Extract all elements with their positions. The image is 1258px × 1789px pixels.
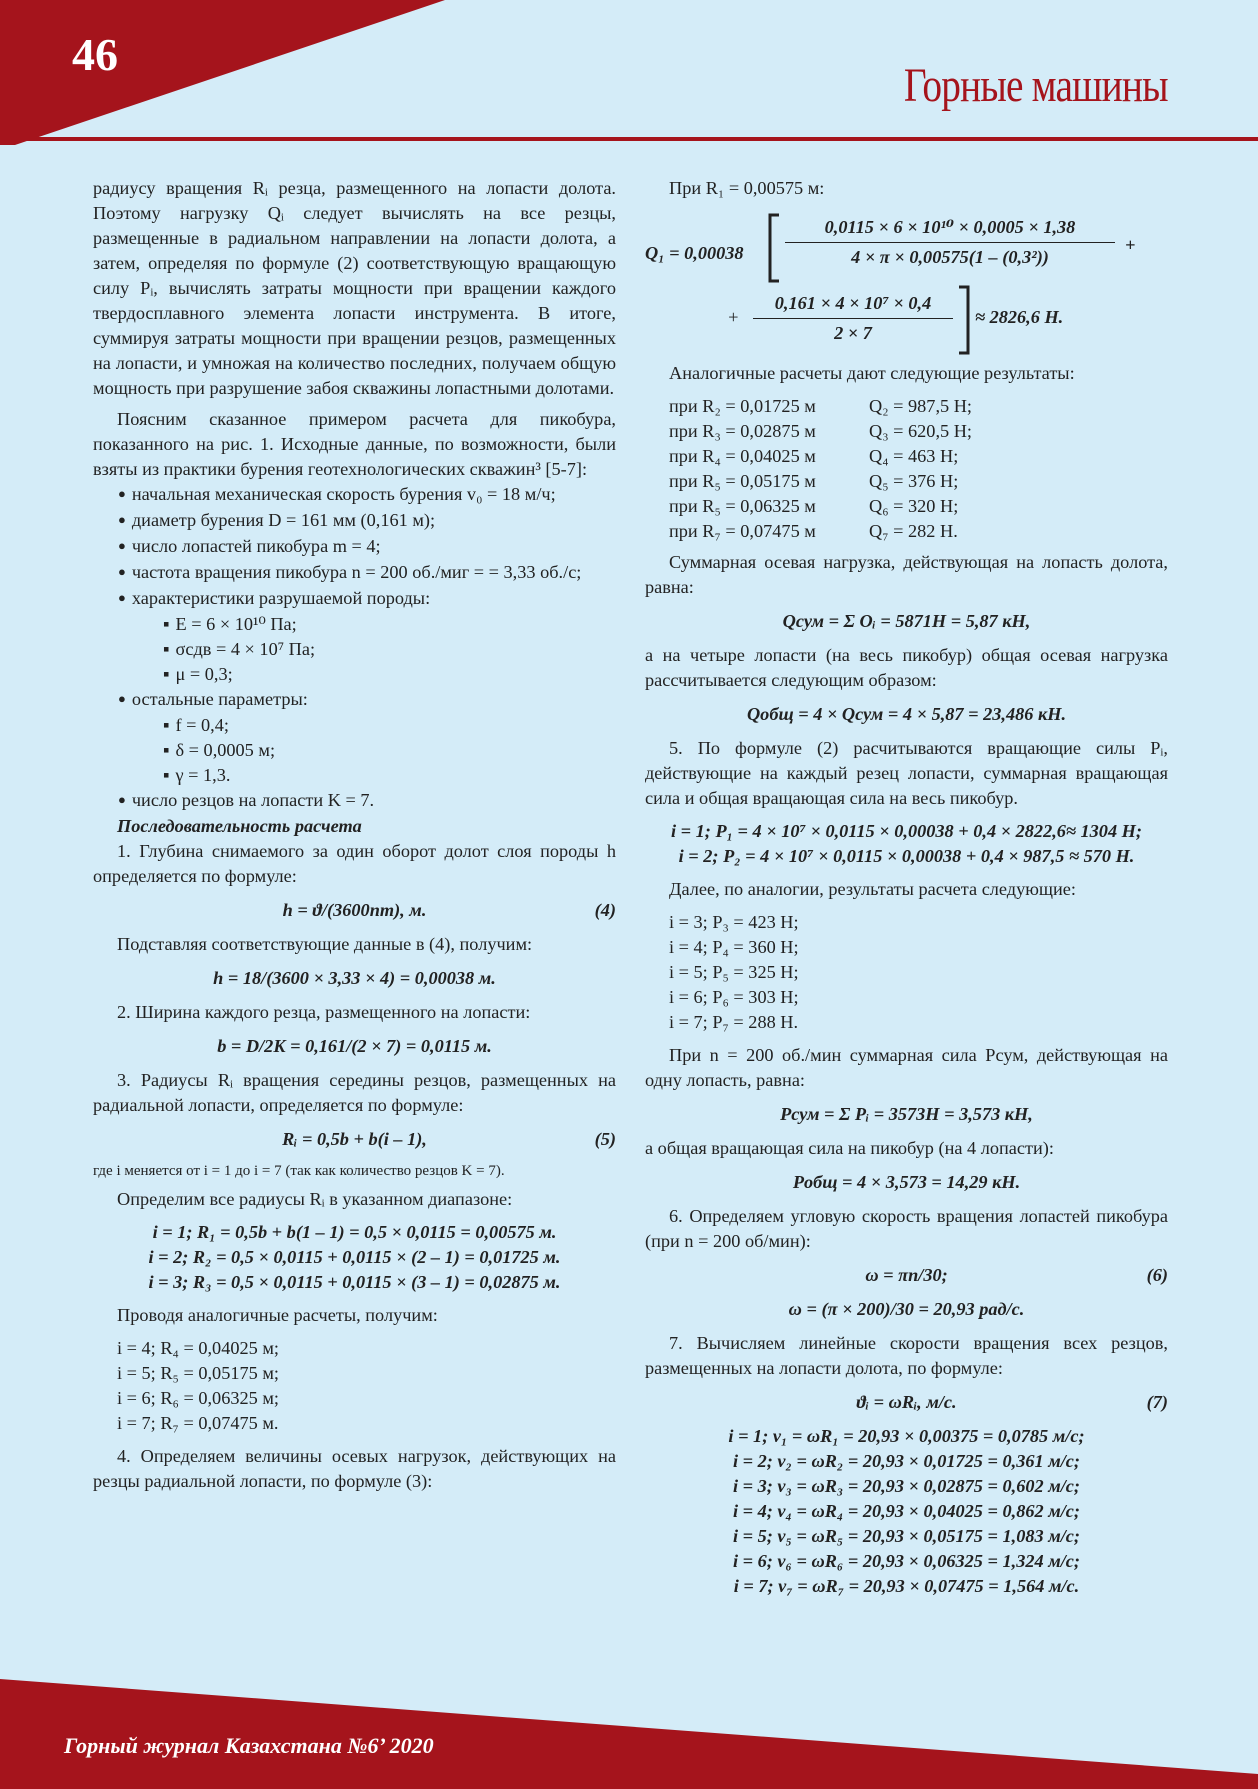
result-line: i = 3; P₃ = 423 Н; [669, 912, 799, 932]
result-line: i = 7; P₇ = 288 Н. [669, 1012, 799, 1032]
equation: ω = (π × 200)/30 = 20,93 рад/с. [788, 1299, 1025, 1319]
results-list [669, 910, 1168, 1035]
load: Q₆ = 320 Н; [869, 496, 959, 516]
numerator: 0,161 × 4 × 10⁷ × 0,4 [753, 291, 953, 319]
equation: i = 2; P₂ = 4 × 10⁷ × 0,0115 × 0,00038 + 0,4 × 987,5 ≈ 570 Н. [678, 846, 1135, 866]
equation: i = 1; R₁ = 0,5b + b(1 – 1) = 0,5 × 0,0115 = 0,00575 м. [152, 1222, 557, 1242]
note: где i меняется от i = 1 до i = 7 (так как количество резцов K = 7). [93, 1163, 505, 1179]
numerator: 0,0115 × 6 × 10¹⁰ × 0,0005 × 1,38 [785, 215, 1115, 243]
load: Q₇ = 282 Н. [869, 521, 958, 541]
radius: при R₂ = 0,01725 м [669, 396, 816, 416]
equation-text: ϑᵢ = ωRᵢ, м/с. [856, 1392, 957, 1412]
paragraph: 3. Радиусы Rᵢ вращения середины резцов, размещенных на радиальной лопасти, определяется по формуле: [93, 1070, 616, 1115]
equation: Pсум = Σ Pᵢ = 3573Н = 3,573 кН, [780, 1104, 1033, 1124]
result-line: i = 6; R₆ = 0,06325 м; [117, 1388, 279, 1408]
plus-sign: + [1125, 235, 1136, 255]
paragraph: Аналогичные расчеты дают следующие результаты: [669, 363, 1075, 383]
paragraph: а на четыре лопасти (на весь пикобур) общая осевая нагрузка рассчитывается следующим образом: [645, 645, 1168, 690]
paragraph: Суммарная осевая нагрузка, действующая на лопасть долота, равна: [645, 552, 1168, 597]
load: Q₅ = 376 Н; [869, 471, 959, 491]
paragraph: 7. Вычисляем линейные скорости вращения всех резцов, размещенных на лопасти долота, по формуле: [645, 1333, 1168, 1378]
equation-number: (7) [1146, 1392, 1168, 1412]
denominator: 4 × π × 0,00575(1 – (0,3²)) [851, 247, 1049, 267]
paragraph: 4. Определяем величины осевых нагрузок, действующих на резцы радиальной лопасти, по формуле (3): [93, 1446, 616, 1491]
radius: при R₅ = 0,06325 м [669, 496, 816, 516]
equation: i = 1; P₁ = 4 × 10⁷ × 0,0115 × 0,00038 + 0,4 × 2822,6≈ 1304 Н; [671, 821, 1142, 841]
paragraph: Проводя аналогичные расчеты, получим: [117, 1305, 438, 1325]
load: Q₄ = 463 Н; [869, 446, 959, 466]
paragraph: 1. Глубина снимаемого за один оборот долот слоя породы h определяется по формуле: [93, 841, 616, 886]
result-line: i = 5; R₅ = 0,05175 м; [117, 1363, 279, 1383]
paragraph: Далее, по аналогии, результаты расчета следующие: [669, 879, 1076, 899]
radius: при R₃ = 0,02875 м [669, 421, 816, 441]
result-row [669, 394, 1168, 419]
equation: i = 6; v₆ = ωR₆ = 20,93 × 0,06325 = 1,324 м/с; [733, 1551, 1080, 1571]
result-row [669, 444, 1168, 469]
results-list [117, 1336, 616, 1436]
equation-group [645, 1424, 1168, 1599]
equation: i = 7; v₇ = ωR₇ = 20,93 × 0,07475 = 1,564 м/с. [733, 1576, 1080, 1596]
equation: i = 1; v₁ = ωR₁ = 20,93 × 0,00375 = 0,0785 м/с; [728, 1426, 1085, 1446]
result-row [669, 419, 1168, 444]
equation: i = 3; v₃ = ωR₃ = 20,93 × 0,02875 = 0,602 м/с; [733, 1476, 1080, 1496]
right-bracket [957, 285, 971, 355]
q1-formula [645, 205, 1168, 355]
equation [645, 1390, 1168, 1415]
left-column [93, 176, 616, 1494]
page-number: 46 [72, 29, 118, 80]
result-line: i = 4; P₄ = 360 Н; [669, 937, 799, 957]
equation-result: ≈ 2826,6 Н. [975, 307, 1064, 327]
result-line: i = 7; R₇ = 0,07475 м. [117, 1413, 279, 1433]
equation-text: ω = πn/30; [865, 1265, 948, 1285]
equation: b = D/2K = 0,161/(2 × 7) = 0,0115 м. [217, 1036, 492, 1056]
equation: Qобщ = 4 × Qсум = 4 × 5,87 = 23,486 кН. [746, 704, 1067, 724]
list-item: ▪ f = 0,4; [93, 713, 616, 738]
list-item: ▪ σсдв = 4 × 10⁷ Па; [93, 637, 616, 662]
equation: i = 5; v₅ = ωR₅ = 20,93 × 0,05175 = 1,083 м/с; [733, 1526, 1080, 1546]
paragraph: радиусу вращения Rᵢ резца, размещенного на лопасти долота. Поэтому нагрузку Qᵢ следует вычислять на все резцы, размещенные в радиальном направлении на лопасти долота, а затем, определяя по формуле (2) соответствующую вращающую силу Pᵢ, вычислять затраты мощности при вращении каждого твердосплавного элемента лопасти инструмента. В итоге, суммируя затраты мощности при вращении резцов, размещенных на лопасти, и умножая на количество последних, получаем общую мощность при разрушение забоя скважины лопастными долотами. [93, 178, 616, 398]
result-row [669, 494, 1168, 519]
result-line: i = 5; P₅ = 325 Н; [669, 962, 799, 982]
equation [645, 1263, 1168, 1288]
result-line: i = 4; R₄ = 0,04025 м; [117, 1338, 279, 1358]
list-item: ● характеристики разрушаемой породы: [93, 586, 616, 612]
load: Q₂ = 987,5 Н; [869, 396, 973, 416]
result-row [669, 469, 1168, 494]
fraction [753, 291, 953, 346]
radius: при R₅ = 0,05175 м [669, 471, 816, 491]
list-item: ▪ δ = 0,0005 м; [93, 738, 616, 763]
equation [93, 898, 616, 923]
denominator: 2 × 7 [834, 323, 872, 343]
list-item: ● остальные параметры: [93, 687, 616, 713]
result-row [669, 519, 1168, 544]
radius: при R₇ = 0,07475 м [669, 521, 816, 541]
equation: h = 18/(3600 × 3,33 × 4) = 0,00038 м. [213, 968, 496, 988]
paragraph: Подставляя соответствующие данные в (4), получим: [117, 934, 533, 954]
list-item: ● частота вращения пикобура n = 200 об./миг = = 3,33 об./с; [93, 560, 616, 586]
load-results [669, 394, 1168, 544]
equation-number: (6) [1146, 1265, 1168, 1285]
paragraph: Определим все радиусы Rᵢ в указанном диапазоне: [117, 1189, 513, 1209]
equation: Pобщ = 4 × 3,573 = 14,29 кН. [792, 1172, 1021, 1192]
equation-text: Rᵢ = 0,5b + b(i – 1), [282, 1129, 427, 1149]
paragraph: а общая вращающая сила на пикобур (на 4 лопасти): [645, 1138, 1054, 1158]
paragraph: 2. Ширина каждого резца, размещенного на лопасти: [117, 1002, 531, 1022]
radius: при R₄ = 0,04025 м [669, 446, 816, 466]
equation: Qсум = Σ Oᵢ = 5871Н = 5,87 кН, [782, 611, 1031, 631]
load: Q₃ = 620,5 Н; [869, 421, 973, 441]
section-heading: Последовательность расчета [117, 816, 362, 836]
fraction [785, 215, 1115, 270]
equation: i = 2; R₂ = 0,5 × 0,0115 + 0,0115 × (2 – 1) = 0,01725 м. [148, 1247, 561, 1267]
section-title: Горные машины [904, 59, 1168, 112]
list-item: ▪ E = 6 × 10¹⁰ Па; [93, 612, 616, 637]
equation-number: (4) [594, 900, 616, 920]
equation-lhs: Q₁ = 0,00038 [645, 243, 744, 263]
equation: i = 4; v₄ = ωR₄ = 20,93 × 0,04025 = 0,862 м/с; [733, 1501, 1080, 1521]
plus-sign: + [727, 307, 740, 327]
paragraph: 5. По формуле (2) расчитываются вращающие силы Pᵢ, действующие на каждый резец лопасти, суммарная вращающая сила и общая вращающая сила на весь пикобур. [645, 738, 1168, 808]
left-bracket [767, 213, 781, 283]
equation-text: h = ϑ/(3600nm), м. [282, 900, 427, 920]
input-data-list [93, 482, 616, 814]
equation-group [93, 1220, 616, 1295]
equation [93, 1127, 616, 1152]
result-line: i = 6; P₆ = 303 Н; [669, 987, 799, 1007]
paragraph: Поясним сказанное примером расчета для пикобура, показанного на рис. 1. Исходные данные, по возможности, были взяты из практики бурения геотехнологических скважин³ [5-7]: [93, 409, 616, 479]
equation: i = 2; v₂ = ωR₂ = 20,93 × 0,01725 = 0,361 м/с; [733, 1451, 1080, 1471]
list-item: ● число лопастей пикобура m = 4; [93, 534, 616, 560]
equation-number: (5) [594, 1129, 616, 1149]
list-item: ● начальная механическая скорость бурения v₀ = 18 м/ч; [93, 482, 616, 508]
list-item: ● диаметр бурения D = 161 мм (0,161 м); [93, 508, 616, 534]
right-column [645, 176, 1168, 1607]
list-item: ▪ γ = 1,3. [93, 763, 616, 788]
paragraph: При R₁ = 0,00575 м: [669, 178, 825, 198]
journal-name: Горный журнал Казахстана №6’ 2020 [64, 1733, 434, 1758]
list-item: ● число резцов на лопасти K = 7. [93, 788, 616, 814]
paragraph: 6. Определяем угловую скорость вращения лопастей пикобура (при n = 200 об/мин): [645, 1206, 1168, 1251]
paragraph: При n = 200 об./мин суммарная сила Pсум, действующая на одну лопасть, равна: [645, 1045, 1168, 1090]
equation-group [645, 819, 1168, 869]
list-item: ▪ μ = 0,3; [93, 662, 616, 687]
equation: i = 3; R₃ = 0,5 × 0,0115 + 0,0115 × (3 – 1) = 0,02875 м. [148, 1272, 561, 1292]
